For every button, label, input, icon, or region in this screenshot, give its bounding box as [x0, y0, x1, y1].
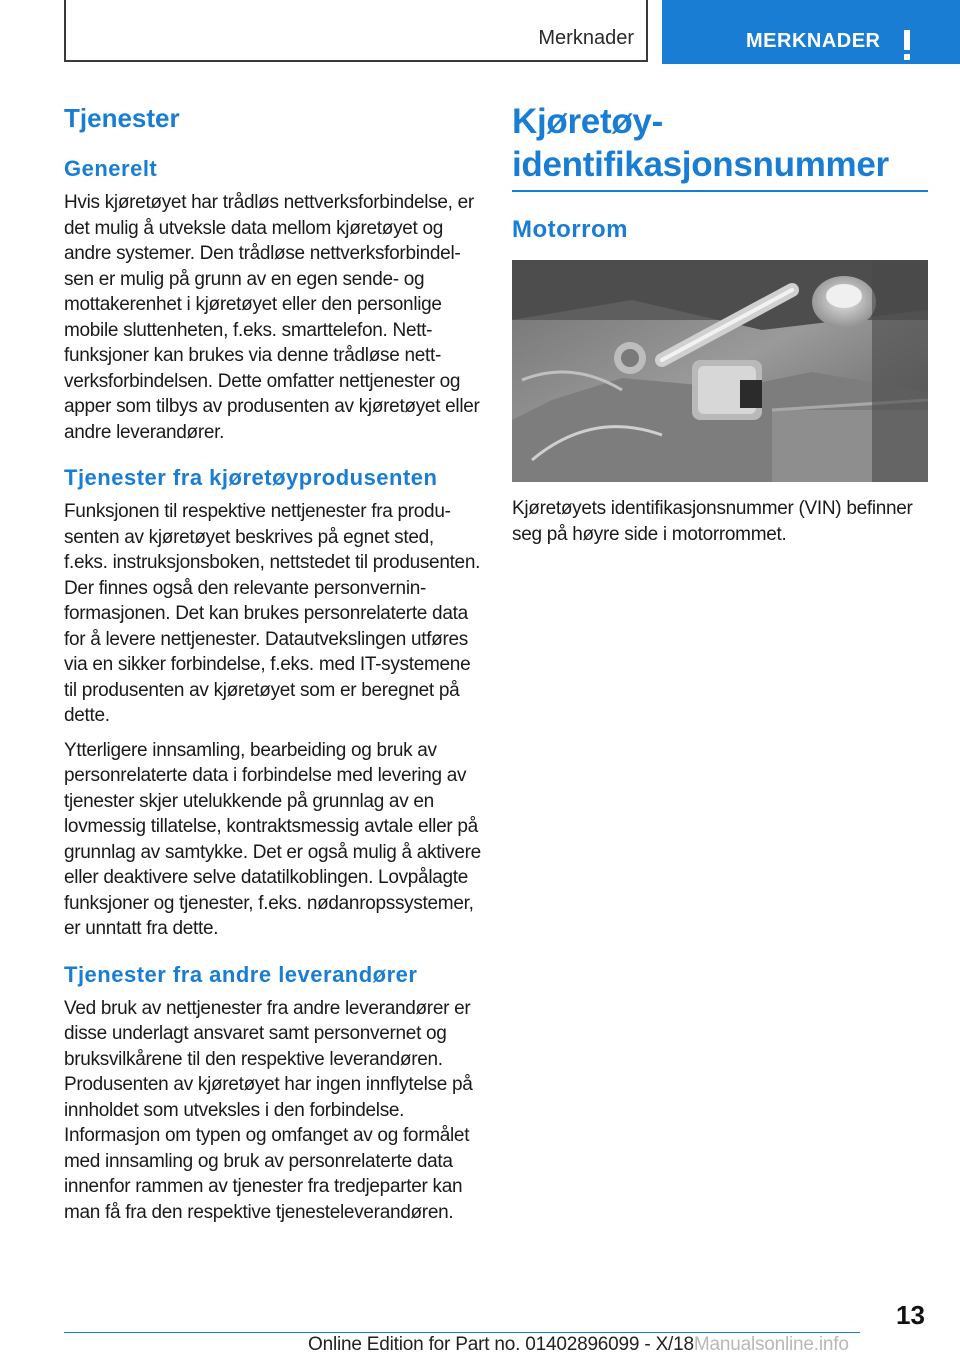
header-chapter-tab [662, 0, 960, 64]
footer-edition [308, 1334, 849, 1356]
left-column [64, 100, 482, 1234]
vin-title-line1: Kjøretøy- [512, 102, 663, 141]
exclamation-icon [900, 24, 914, 64]
section-andre-leverandorer [64, 960, 482, 1226]
paragraph: Hvis kjøretøyet har trådløs nettverksforbindelse, er det mulig å utveksle data mellom kjøretøyet og andre systemer. Den trådløse nettverksforbindelsen er mulig på grunn av en egen sende- og mottakerenhet i kjøretøyet eller den personlige mobile sluttenheten, f.eks. smarttelefon. Nettfunksjoner kan brukes via denne trådløse nettverksforbindelsen. Dette omfatter nettjenester og apper som tilbys av produsenten av kjøretøyet eller andre leverandører. [64, 192, 480, 443]
section-generelt [64, 154, 482, 445]
vin-caption: Kjøretøyets identifikasjonsnummer (VIN) befinner seg på høyre side i motorrommet. [512, 498, 913, 545]
paragraph: Ytterligere innsamling, bearbeiding og bruk av personrelaterte data i forbindelse med levering av tjenester skjer utelukkende på grunnlag av en lovmessig tillatelse, kontraktsmessig avtale eller på grunnlag av samtykke. Det er også mulig å aktivere eller deaktivere selve datatilkoblingen. Lovpålagte funksjoner og tjenester, f.eks. nødanropssystemer, er unntatt fra dette. [64, 739, 481, 939]
subheading: Tjenester fra kjøretøyprodusenten [64, 465, 438, 490]
header-section-label: Merknader [538, 27, 634, 49]
engine-bay-photo [512, 260, 928, 482]
vin-title-line2: identifikasjonsnummer [512, 145, 889, 184]
subheading: Generelt [64, 156, 158, 181]
header-tab-label: MERKNADER [746, 29, 881, 52]
watermark-text: Manualsonline.info [693, 1334, 849, 1355]
page-number: 13 [896, 1300, 925, 1330]
motorrom-heading: Motorrom [512, 216, 628, 243]
page-footer [0, 1300, 960, 1362]
vin-title [512, 100, 928, 186]
section-title: Tjenester [64, 103, 180, 133]
header-section-box [64, 0, 648, 62]
edition-text: Online Edition for Part no. 01402896099 - X/18 [308, 1334, 694, 1355]
right-column [512, 100, 928, 556]
title-rule [512, 190, 928, 192]
subheading: Tjenester fra andre leverandører [64, 961, 418, 987]
footer-rule [64, 1332, 860, 1333]
section-produsent [64, 463, 482, 942]
paragraph: Funksjonen til respektive nettjenester fra produsenten av kjøretøyet beskrives på egnet sted, f.eks. instruksjonsboken, nettstedet til produsenten. Der finnes også den relevante personverninformasjonen. Det kan brukes personrelaterte data for å levere nettjenester. Datautvekslingen utføres via en sikker forbindelse, f.eks. med IT-systemene til produsenten av kjøretøyet som er beregnet på dette. [64, 501, 481, 726]
paragraph: Ved bruk av nettjenester fra andre leverandører er disse underlagt ansvaret samt personvernet og bruksvilkårene til den respektive leverandøren. Produsenten av kjøretøyet har ingen innflytelse på innholdet som utveksles i den forbindelse. Informasjon om typen og omfanget av og formålet med innsamling og bruk av personrelaterte data innenfor rammen av tjenester fra tredjeparter kan man få fra den respektive tjenesteleverandøren. [64, 997, 473, 1223]
page-header [0, 0, 960, 64]
